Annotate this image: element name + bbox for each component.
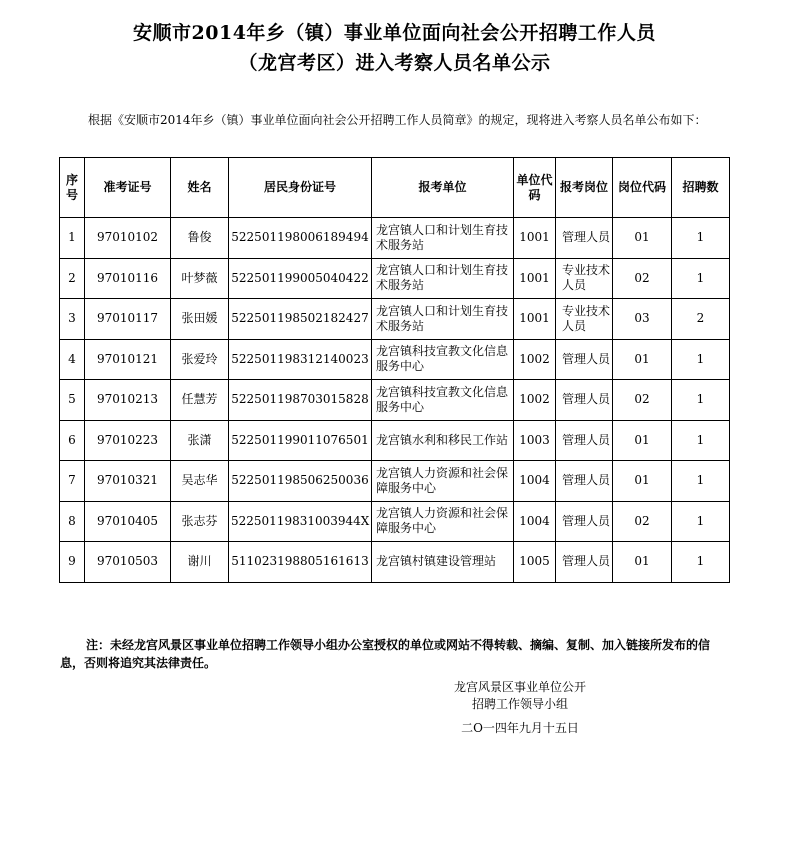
cell-name: 吴志华: [171, 461, 229, 502]
cell-no: 3: [60, 299, 85, 340]
cell-post: 管理人员: [556, 542, 613, 583]
cell-id-card: 511023198805161613: [229, 542, 372, 583]
legal-note: 注：未经龙宫风景区事业单位招聘工作领导小组办公室授权的单位或网站不得转载、摘编、复制、加入链接所发布的信息，否则将追究其法律责任。: [60, 638, 711, 670]
cell-post: 专业技术人员: [556, 258, 613, 299]
cell-name: 叶梦薇: [171, 258, 229, 299]
cell-unit: 龙宫镇人口和计划生育技术服务站: [372, 258, 514, 299]
cell-exam-id: 97010121: [85, 339, 171, 380]
cell-no: 1: [60, 218, 85, 259]
cell-unit-code: 1001: [514, 258, 556, 299]
table-row: [60, 380, 730, 421]
cell-unit-code: 1002: [514, 339, 556, 380]
cell-exam-id: 97010223: [85, 420, 171, 461]
cell-quota: 1: [672, 420, 730, 461]
header-unit: 报考单位: [372, 158, 514, 218]
cell-post: 管理人员: [556, 420, 613, 461]
header-name: 姓名: [171, 158, 229, 218]
page-subtitle: （龙宫考区）进入考察人员名单公示: [238, 52, 551, 74]
cell-post-code: 01: [613, 339, 672, 380]
header-post: 报考岗位: [556, 158, 613, 218]
cell-no: 5: [60, 380, 85, 421]
cell-name: 张志芬: [171, 501, 229, 542]
cell-post: 管理人员: [556, 218, 613, 259]
signature-org-line2: 招聘工作领导小组: [471, 697, 568, 711]
table-header-row: [60, 158, 730, 218]
cell-unit: 龙宫镇水利和移民工作站: [372, 420, 514, 461]
cell-no: 6: [60, 420, 85, 461]
header-no: 序号: [60, 158, 85, 218]
cell-post-code: 01: [613, 420, 672, 461]
table-row: [60, 542, 730, 583]
table-row: [60, 339, 730, 380]
header-post-code: 岗位代码: [613, 158, 672, 218]
cell-name: 任慧芳: [171, 380, 229, 421]
cell-unit-code: 1004: [514, 501, 556, 542]
cell-quota: 1: [672, 461, 730, 502]
cell-quota: 1: [672, 339, 730, 380]
table-row: [60, 461, 730, 502]
cell-id-card: 522501199005040422: [229, 258, 372, 299]
cell-id-card: 52250119831003944X: [229, 501, 372, 542]
cell-post-code: 03: [613, 299, 672, 340]
cell-unit: 龙宫镇科技宣教文化信息服务中心: [372, 380, 514, 421]
cell-post: 管理人员: [556, 380, 613, 421]
cell-unit-code: 1004: [514, 461, 556, 502]
cell-name: 张潇: [171, 420, 229, 461]
cell-exam-id: 97010321: [85, 461, 171, 502]
cell-unit: 龙宫镇人口和计划生育技术服务站: [372, 299, 514, 340]
cell-exam-id: 97010405: [85, 501, 171, 542]
cell-unit-code: 1001: [514, 299, 556, 340]
page-title: 安顺市2014年乡（镇）事业单位面向社会公开招聘工作人员: [133, 22, 656, 44]
table-row: [60, 501, 730, 542]
cell-unit-code: 1005: [514, 542, 556, 583]
cell-post: 管理人员: [556, 501, 613, 542]
cell-id-card: 522501198506250036: [229, 461, 372, 502]
cell-unit: 龙宫镇人力资源和社会保障服务中心: [372, 461, 514, 502]
cell-quota: 1: [672, 380, 730, 421]
cell-id-card: 522501198006189494: [229, 218, 372, 259]
cell-quota: 1: [672, 501, 730, 542]
cell-quota: 1: [672, 258, 730, 299]
cell-exam-id: 97010503: [85, 542, 171, 583]
header-quota: 招聘数: [672, 158, 730, 218]
cell-exam-id: 97010116: [85, 258, 171, 299]
cell-no: 2: [60, 258, 85, 299]
signature-date: 二O一四年九月十五日: [461, 721, 579, 735]
cell-exam-id: 97010102: [85, 218, 171, 259]
cell-no: 4: [60, 339, 85, 380]
cell-unit: 龙宫镇村镇建设管理站: [372, 542, 514, 583]
cell-post: 管理人员: [556, 339, 613, 380]
cell-unit-code: 1001: [514, 218, 556, 259]
cell-name: 张爱玲: [171, 339, 229, 380]
intro-paragraph: 根据《安顺市2014年乡（镇）事业单位面向社会公开招聘工作人员简章》的规定，现将进入考察人员名单公布如下：: [88, 113, 707, 127]
cell-name: 张田媛: [171, 299, 229, 340]
cell-post-code: 02: [613, 501, 672, 542]
cell-unit: 龙宫镇人口和计划生育技术服务站: [372, 218, 514, 259]
table-row: [60, 299, 730, 340]
cell-no: 7: [60, 461, 85, 502]
cell-post-code: 01: [613, 461, 672, 502]
cell-id-card: 522501198312140023: [229, 339, 372, 380]
cell-unit: 龙宫镇人力资源和社会保障服务中心: [372, 501, 514, 542]
table-row: [60, 258, 730, 299]
cell-post-code: 01: [613, 542, 672, 583]
cell-unit-code: 1002: [514, 380, 556, 421]
cell-unit: 龙宫镇科技宣教文化信息服务中心: [372, 339, 514, 380]
table-row: [60, 420, 730, 461]
cell-quota: 2: [672, 299, 730, 340]
cell-unit-code: 1003: [514, 420, 556, 461]
cell-post: 管理人员: [556, 461, 613, 502]
signature-org-line1: 龙宫风景区事业单位公开: [453, 680, 586, 694]
cell-quota: 1: [672, 218, 730, 259]
cell-post-code: 02: [613, 380, 672, 421]
cell-name: 鲁俊: [171, 218, 229, 259]
cell-id-card: 522501198703015828: [229, 380, 372, 421]
cell-post-code: 01: [613, 218, 672, 259]
header-id-card: 居民身份证号: [229, 158, 372, 218]
cell-post: 专业技术人员: [556, 299, 613, 340]
header-unit-code: 单位代码: [514, 158, 556, 218]
candidate-table: [59, 157, 730, 583]
header-exam-id: 准考证号: [85, 158, 171, 218]
cell-post-code: 02: [613, 258, 672, 299]
cell-no: 8: [60, 501, 85, 542]
cell-no: 9: [60, 542, 85, 583]
cell-name: 谢川: [171, 542, 229, 583]
cell-quota: 1: [672, 542, 730, 583]
cell-id-card: 522501199011076501: [229, 420, 372, 461]
cell-exam-id: 97010213: [85, 380, 171, 421]
table-row: [60, 218, 730, 259]
cell-exam-id: 97010117: [85, 299, 171, 340]
cell-id-card: 522501198502182427: [229, 299, 372, 340]
